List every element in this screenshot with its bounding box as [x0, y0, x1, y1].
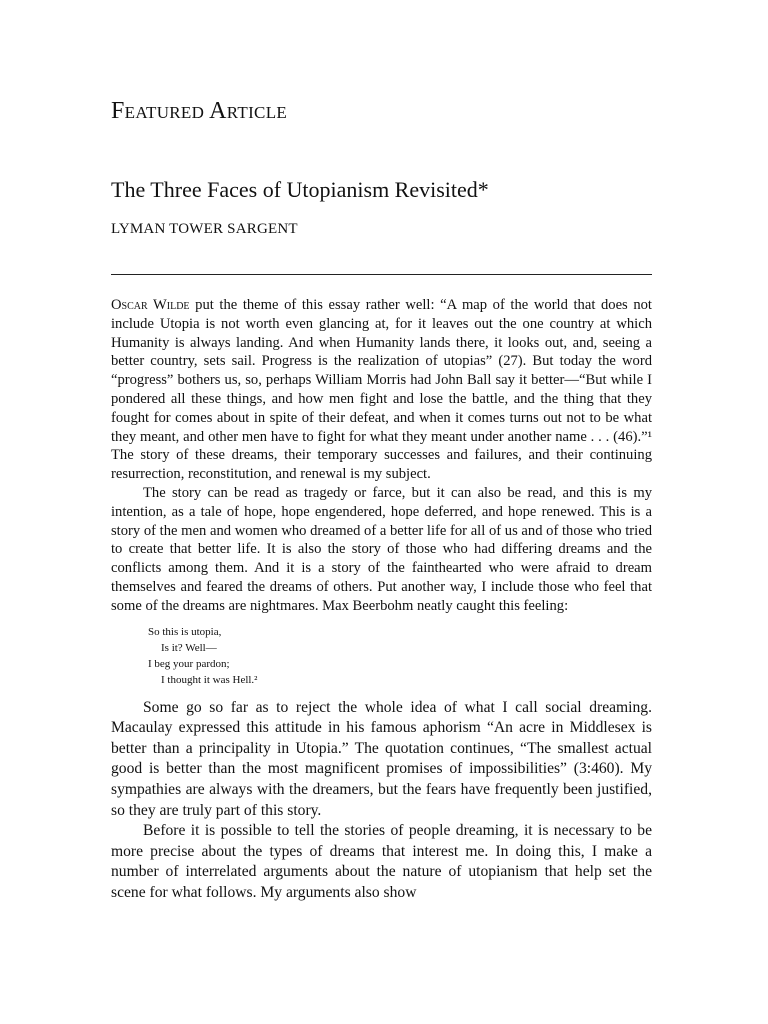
verse-line: I beg your pardon;	[148, 657, 230, 670]
title-divider	[111, 274, 652, 275]
article-body	[111, 296, 652, 903]
verse-quote	[148, 624, 652, 688]
paragraph-3: Some go so far as to reject the whole idea of what I call social dreaming. Macaulay expressed this attitude in his famous aphorism “An acre in Middlesex is better than a principality in Utopia.” The quotation continues, “The smallest actual good is better than the most magnificent promises of impossibilities” (3:460). My sympathies are always with the dreamers, but the fears have frequently been justified, so they are truly part of this story.	[111, 698, 652, 819]
verse-line: So this is utopia,	[148, 625, 222, 638]
section-heading: Featured Article	[111, 98, 288, 124]
article-page	[111, 0, 653, 1024]
paragraph-1-text: put the theme of this essay rather well: “A map of the world that does not include Utopia is not worth even glancing at, for it leaves out the one country at which Humanity is always landing. And when Humanity lands there, it looks out, and, seeing a better country, sets sail. Progress is the realization of utopias” (27). But today the word “progress” bothers us, so, perhaps William Morris had John Ball say it better—“But while I pondered all these things, and how men fight and lose the battle, and the thing that they fought for comes about in spite of their defeat, and when it comes turns out not to be what they meant, and other men have to fight for what they meant under another name . . . (46).”¹ The story of these dreams, their temporary successes and failures, and their continuing resurrection, reconstitution, and renewal is my subject.	[111, 297, 652, 483]
author-name: LYMAN TOWER SARGENT	[111, 221, 298, 237]
article-title: The Three Faces of Utopianism Revisited*	[111, 177, 489, 202]
paragraph-2: The story can be read as tragedy or farce, but it can also be read, and this is my intention, as a tale of hope, hope engendered, hope deferred, and hope renewed. This is a story of the men and women who dreamed of a better life for all of us and of those who tried to create that better life. It is also the story of those who had differing dreams and the conflicts among them. And it is a story of the fainthearted who were afraid to dream themselves and feared the dreams of others. Put another way, I include those who feel that some of the dreams are nightmares. Max Beerbohm neatly caught this feeling:	[111, 484, 652, 614]
lead-author-name: Oscar Wilde	[111, 297, 190, 313]
paragraph-4: Before it is possible to tell the stories of people dreaming, it is necessary to be more precise about the types of dreams that interest me. In doing this, I make a number of interrelated arguments about the nature of utopianism that help set the scene for what follows. My arguments also show	[111, 822, 652, 901]
paragraph-1	[111, 296, 652, 484]
verse-line: Is it? Well—	[161, 641, 217, 654]
verse-line: I thought it was Hell.²	[161, 673, 258, 686]
